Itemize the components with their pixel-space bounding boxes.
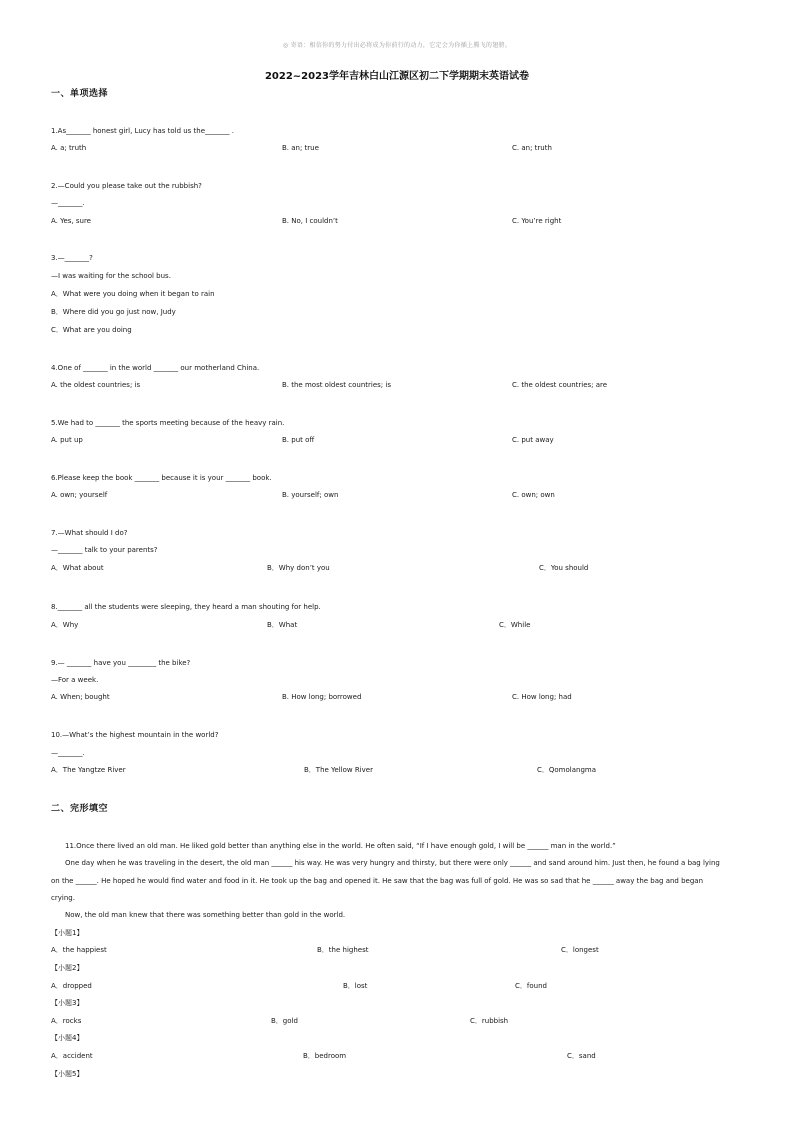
question-8-stem: 8._______ all the students were sleeping, they heard a man shouting for help.: [51, 603, 321, 611]
question-3-option-c[interactable]: C．What are you doing: [51, 326, 132, 334]
question-4-option-c[interactable]: C. the oldest countries; are: [512, 381, 608, 389]
question-6-stem: 6.Please keep the book _______ because it is your _______ book.: [51, 474, 272, 482]
question-6-option-b[interactable]: B. yourself; own: [282, 491, 339, 499]
question-8-option-c[interactable]: C．While: [499, 621, 531, 629]
question-6-option-c[interactable]: C. own; own: [512, 491, 555, 499]
subquestion-2-option-b[interactable]: B．lost: [343, 982, 368, 990]
question-5-stem: 5.We had to _______ the sports meeting because of the heavy rain.: [51, 419, 285, 427]
subquestion-3-option-b[interactable]: B．gold: [271, 1017, 298, 1025]
question-9-option-b[interactable]: B. How long; borrowed: [282, 693, 362, 701]
question-7-stem: 7.—What should I do?: [51, 529, 128, 537]
subquestion-1-option-c[interactable]: C．longest: [561, 946, 599, 954]
question-7-option-c[interactable]: C．You should: [539, 564, 589, 572]
question-2-reply: —_______.: [51, 199, 85, 207]
passage-line: Now, the old man knew that there was something better than gold in the world.: [65, 911, 346, 919]
question-4-option-a[interactable]: A. the oldest countries; is: [51, 381, 141, 389]
question-5-option-b[interactable]: B. put off: [282, 436, 315, 444]
question-2-option-c[interactable]: C. You’re right: [512, 217, 562, 225]
page-title: 2022~2023学年吉林白山江源区初二下学期期末英语试卷: [264, 71, 530, 82]
subquestion-5-label: 【小题5】: [51, 1070, 84, 1078]
question-7-option-a[interactable]: A．What about: [51, 564, 104, 572]
question-9-option-c[interactable]: C. How long; had: [512, 693, 572, 701]
question-2-option-b[interactable]: B. No, I couldn’t: [282, 217, 338, 225]
header-watermark: ◎ 寄语：相信你的努力付出必将成为你前行的动力，它定会为你插上腾飞的翅膀。: [282, 42, 512, 49]
question-9-option-a[interactable]: A. When; bought: [51, 693, 110, 701]
question-8-option-a[interactable]: A．Why: [51, 621, 79, 629]
subquestion-3-label: 【小题3】: [51, 999, 84, 1007]
passage-line: 11.Once there lived an old man. He liked gold better than anything else in the world. He often said, “If I have enough gold, I will be ______ man in the world.”: [65, 842, 616, 850]
question-7-option-b[interactable]: B．Why don’t you: [267, 564, 330, 572]
question-5-option-a[interactable]: A. put up: [51, 436, 83, 444]
question-1-stem: 1.As_______ honest girl, Lucy has told us the_______ .: [51, 127, 234, 135]
subquestion-4-label: 【小题4】: [51, 1034, 84, 1042]
question-3-option-a[interactable]: A．What were you doing when it began to rain: [51, 290, 215, 298]
question-10-reply: —_______.: [51, 749, 85, 757]
subquestion-1-option-a[interactable]: A．the happiest: [51, 946, 107, 954]
question-7-reply: —_______ talk to your parents?: [51, 546, 158, 554]
subquestion-3-option-c[interactable]: C．rubbish: [470, 1017, 509, 1025]
question-9-reply: —For a week.: [51, 676, 99, 684]
passage-line: One day when he was traveling in the desert, the old man ______ his way. He was very hungry and thirsty, but there were only ______ and sand around him. Just then, he found a bag lying: [65, 859, 720, 867]
subquestion-4-option-c[interactable]: C．sand: [567, 1052, 596, 1060]
question-10-option-b[interactable]: B．The Yellow River: [304, 766, 373, 774]
question-3-reply: —I was waiting for the school bus.: [51, 272, 171, 280]
question-6-option-a[interactable]: A. own; yourself: [51, 491, 108, 499]
section-heading-single-choice: 一、单项选择: [51, 89, 109, 99]
section-heading-cloze: 二、完形填空: [51, 804, 109, 814]
question-1-option-c[interactable]: C. an; truth: [512, 144, 552, 152]
subquestion-1-option-b[interactable]: B．the highest: [317, 946, 369, 954]
question-10-option-c[interactable]: C．Qomolangma: [537, 766, 597, 774]
question-5-option-c[interactable]: C. put away: [512, 436, 554, 444]
question-2-option-a[interactable]: A. Yes, sure: [51, 217, 91, 225]
passage-line: crying.: [51, 894, 75, 902]
question-9-stem: 9.— _______ have you ________ the bike?: [51, 659, 191, 667]
subquestion-4-option-a[interactable]: A．accident: [51, 1052, 93, 1060]
question-3-stem: 3.—_______?: [51, 254, 93, 262]
question-4-stem: 4.One of _______ in the world _______ our motherland China.: [51, 364, 260, 372]
subquestion-2-label: 【小题2】: [51, 964, 84, 972]
subquestion-2-option-a[interactable]: A．dropped: [51, 982, 92, 990]
question-2-stem: 2.—Could you please take out the rubbish?: [51, 182, 202, 190]
subquestion-1-label: 【小题1】: [51, 929, 84, 937]
subquestion-2-option-c[interactable]: C．found: [515, 982, 547, 990]
passage-line: on the ______. He hoped he would find water and food in it. He took up the bag and opened it. He saw that the bag was full of gold. He was so sad that he ______ away the bag and began: [51, 877, 704, 885]
question-4-option-b[interactable]: B. the most oldest countries; is: [282, 381, 391, 389]
question-1-option-a[interactable]: A. a; truth: [51, 144, 87, 152]
question-8-option-b[interactable]: B．What: [267, 621, 298, 629]
question-10-option-a[interactable]: A．The Yangtze River: [51, 766, 126, 774]
subquestion-4-option-b[interactable]: B．bedroom: [303, 1052, 347, 1060]
question-3-option-b[interactable]: B．Where did you go just now, Judy: [51, 308, 176, 316]
question-10-stem: 10.—What’s the highest mountain in the world?: [51, 731, 219, 739]
subquestion-3-option-a[interactable]: A．rocks: [51, 1017, 82, 1025]
question-1-option-b[interactable]: B. an; true: [282, 144, 319, 152]
